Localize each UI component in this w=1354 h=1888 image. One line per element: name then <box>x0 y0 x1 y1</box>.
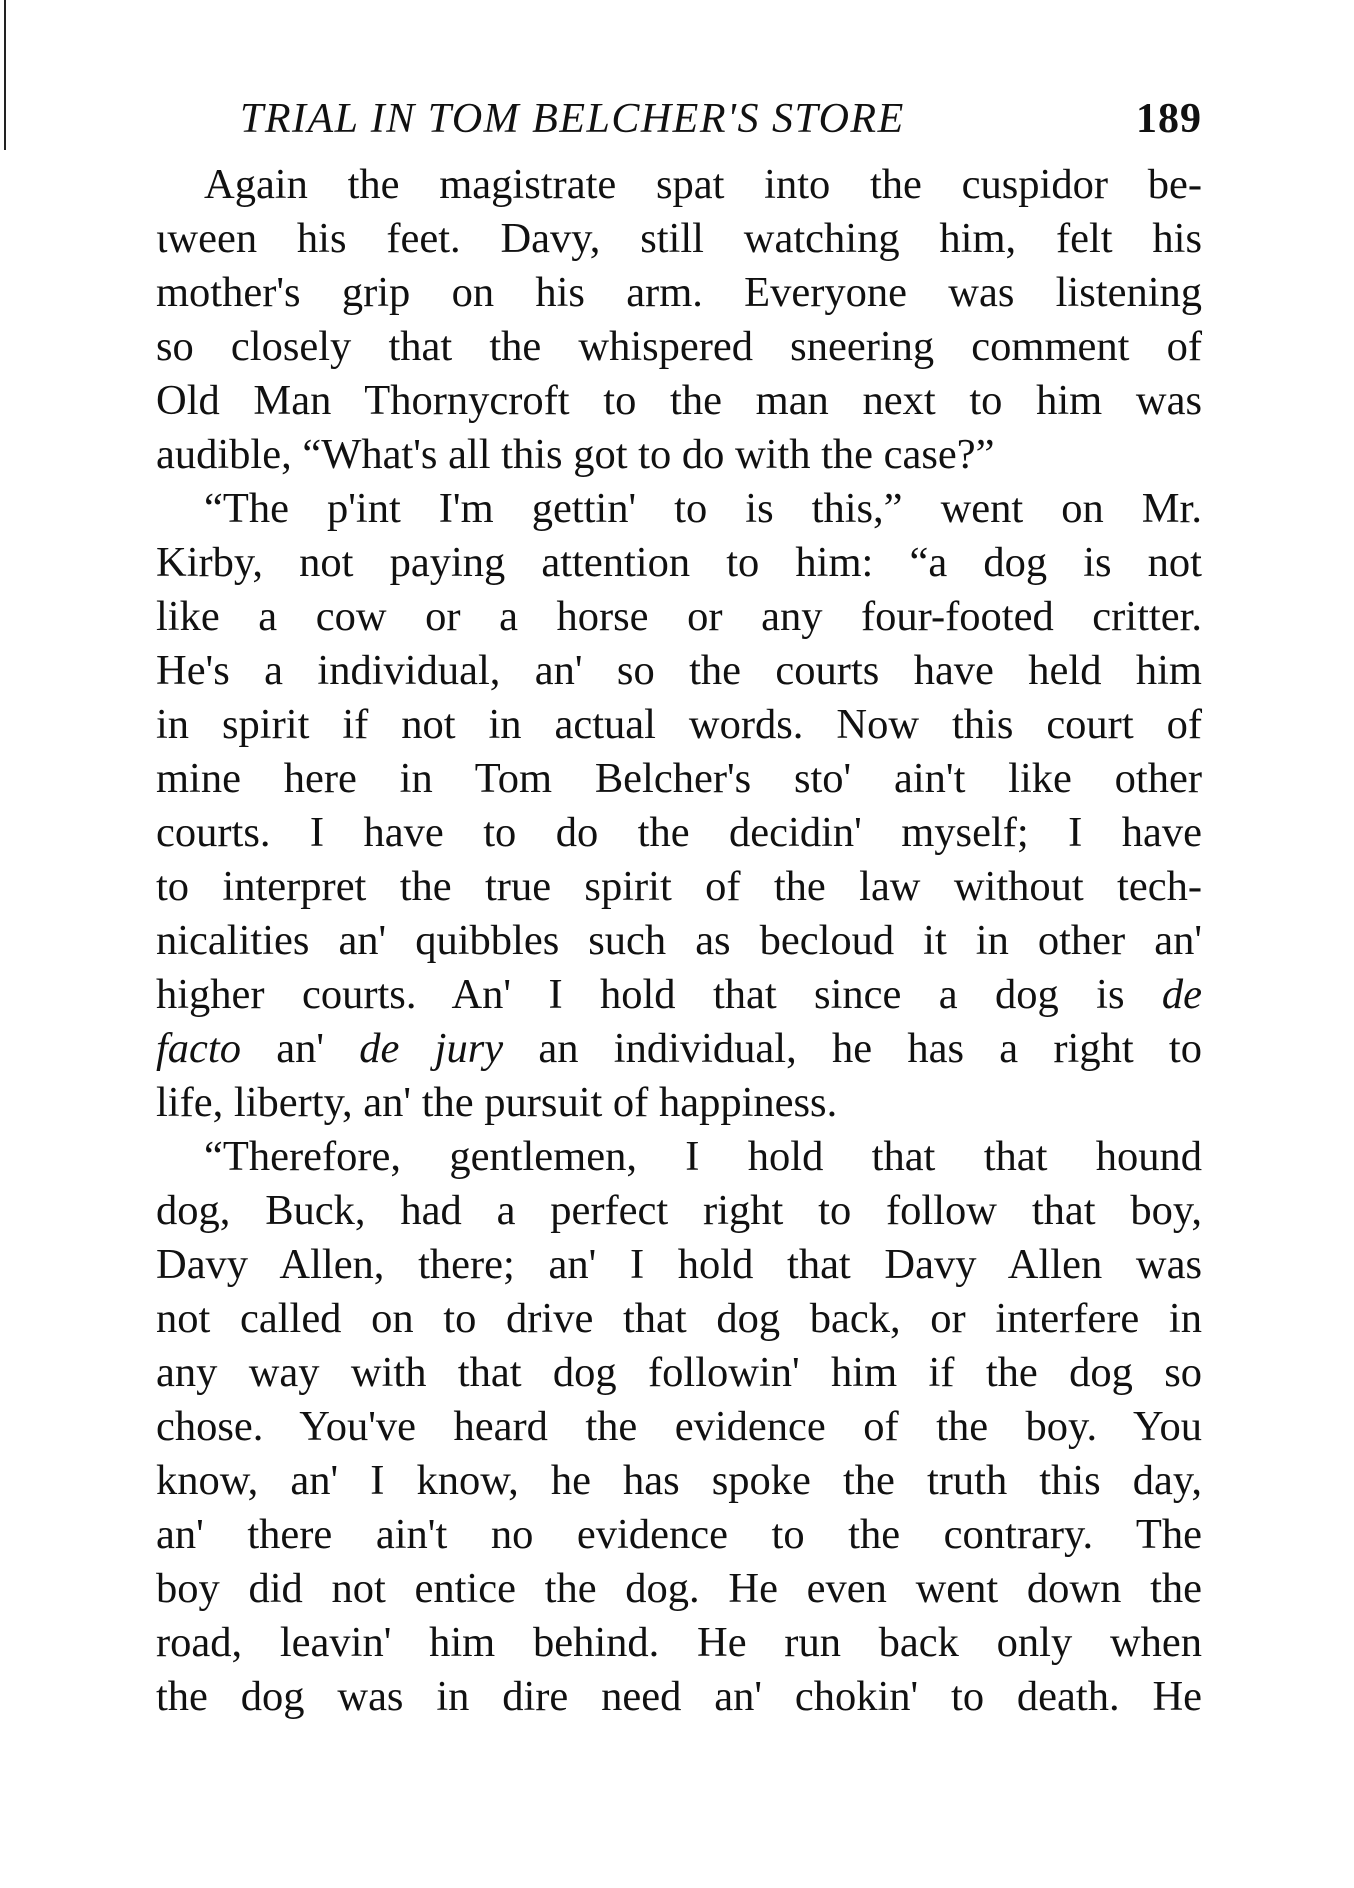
running-title: TRIAL IN TOM BELCHER'S STORE <box>240 96 905 142</box>
text-line: nicalities an' quibbles such as becloud it in other an' <box>156 917 1202 964</box>
text-line: so closely that the whispered sneering comment of <box>156 323 1202 370</box>
text-line: know, an' I know, he has spoke the truth this day, <box>156 1457 1202 1504</box>
text-line: dog, Buck, had a perfect right to follow that boy, <box>156 1187 1202 1234</box>
scan-edge-mark <box>4 0 6 150</box>
text-line: like a cow or a horse or any four-footed critter. <box>156 593 1202 640</box>
text-line: not called on to drive that dog back, or interfere in <box>156 1295 1202 1342</box>
italic-phrase: facto <box>156 1025 241 1072</box>
italic-phrase: de <box>1161 971 1203 1018</box>
body-text <box>156 158 1202 1724</box>
text-segment: higher courts. An' I hold that since a dog is <box>156 971 1125 1018</box>
text-line: boy did not entice the dog. He even went down the <box>156 1565 1202 1612</box>
text-line: “The p'int I'm gettin' to is this,” went on Mr. <box>204 485 1202 532</box>
text-line: Davy Allen, there; an' I hold that Davy Allen was <box>156 1241 1202 1288</box>
text-line: He's a individual, an' so the courts have held him <box>156 647 1202 694</box>
text-line: mine here in Tom Belcher's sto' ain't like other <box>156 755 1202 802</box>
text-line: any way with that dog followin' him if the dog so <box>156 1349 1202 1396</box>
text-line: “Therefore, gentlemen, I hold that that hound <box>204 1133 1202 1180</box>
text-segment: an individual, he has a right to <box>503 1025 1202 1072</box>
italic-phrase: de jury <box>359 1025 504 1072</box>
text-line <box>156 1022 1202 1076</box>
text-line <box>156 968 1202 1022</box>
text-line: to interpret the true spirit of the law without tech- <box>156 863 1202 910</box>
book-page <box>156 88 1202 1724</box>
text-line: audible, “What's all this got to do with the case?” <box>156 431 995 478</box>
text-line: in spirit if not in actual words. Now this court of <box>156 701 1202 748</box>
text-line: the dog was in dire need an' chokin' to death. He <box>156 1673 1202 1720</box>
text-line: chose. You've heard the evidence of the boy. You <box>156 1403 1202 1450</box>
running-head <box>156 88 1202 150</box>
text-line: life, liberty, an' the pursuit of happiness. <box>156 1079 838 1126</box>
text-line: mother's grip on his arm. Everyone was listening <box>156 269 1202 316</box>
page-number: 189 <box>1136 96 1202 142</box>
text-segment: an' <box>240 1025 360 1072</box>
text-line: courts. I have to do the decidin' myself; I have <box>156 809 1202 856</box>
text-line: ιween his feet. Davy, still watching him, felt his <box>156 215 1202 262</box>
text-line: an' there ain't no evidence to the contrary. The <box>156 1511 1202 1558</box>
text-line: road, leavin' him behind. He run back only when <box>156 1619 1202 1666</box>
text-line: Again the magistrate spat into the cuspidor be- <box>204 161 1202 208</box>
text-line: Kirby, not paying attention to him: “a dog is not <box>156 539 1202 586</box>
text-line: Old Man Thornycroft to the man next to him was <box>156 377 1202 424</box>
